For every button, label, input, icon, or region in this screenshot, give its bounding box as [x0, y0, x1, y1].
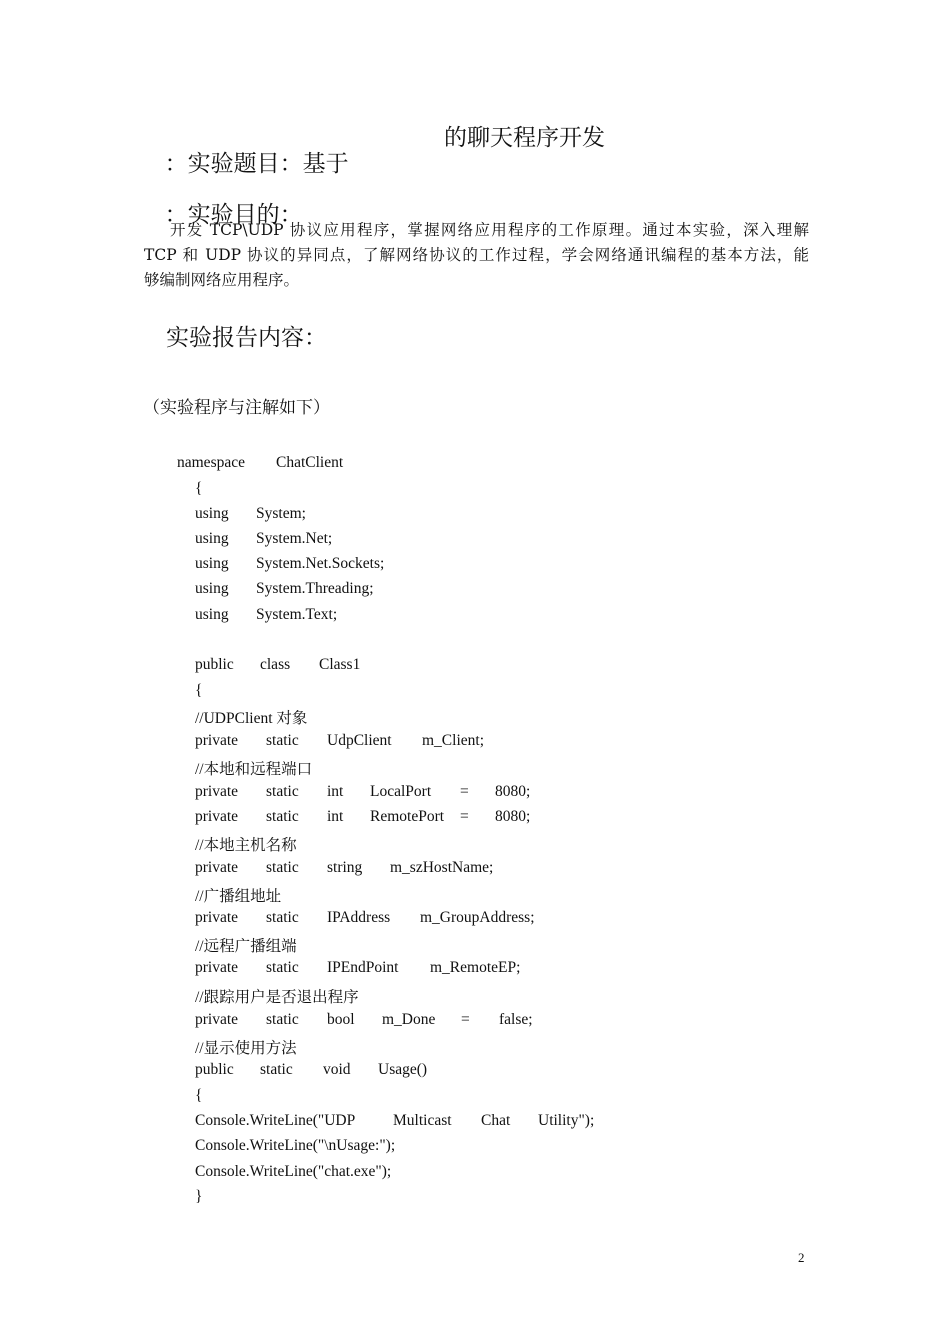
code-token: bool: [327, 1011, 355, 1028]
heading-title-prefix: ：: [164, 151, 188, 177]
code-token: Console.WriteLine("chat.exe");: [195, 1163, 392, 1180]
code-token: //广播组地址: [195, 888, 282, 905]
code-token: private: [195, 783, 239, 800]
code-token: System.Net.Sockets;: [256, 555, 385, 572]
code-token: IPAddress: [327, 909, 391, 926]
code-token: //显示使用方法: [195, 1040, 297, 1057]
code-token: //跟踪用户是否退出程序: [195, 989, 359, 1006]
code-token: //本地和远程端口: [195, 761, 313, 778]
code-token: static: [266, 909, 299, 926]
code-token: static: [266, 859, 299, 876]
code-token: ChatClient: [276, 454, 344, 471]
code-token: string: [327, 859, 363, 876]
code-token: class: [260, 656, 291, 673]
heading-purpose-prefix: ：: [164, 202, 188, 228]
heading-report-content: 实验报告内容：: [166, 325, 327, 351]
heading-title-text-b: 的聊天程序开发: [444, 125, 605, 151]
code-token: //UDPClient 对象: [195, 710, 308, 727]
code-token: using: [195, 505, 229, 522]
code-token: RemotePort: [370, 808, 445, 825]
code-token: void: [323, 1061, 351, 1078]
code-token: int: [327, 783, 344, 800]
code-token: Utility");: [538, 1112, 595, 1129]
code-token: static: [266, 1011, 299, 1028]
code-token: 8080;: [495, 808, 531, 825]
code-token: UdpClient: [327, 732, 392, 749]
code-token: System.Threading;: [256, 580, 374, 597]
code-token: namespace: [177, 454, 245, 471]
code-token: private: [195, 859, 239, 876]
code-token: Console.WriteLine("\nUsage:");: [195, 1137, 396, 1154]
code-token: //本地主机名称: [195, 837, 297, 854]
code-token: Multicast: [393, 1112, 452, 1129]
code-note: （实验程序与注解如下）: [143, 398, 330, 418]
purpose-line-3: 够编制网络应用程序。: [144, 271, 300, 289]
code-token: using: [195, 555, 229, 572]
code-token: using: [195, 530, 229, 547]
code-token: LocalPort: [370, 783, 432, 800]
code-token: }: [195, 1188, 203, 1205]
code-token: private: [195, 909, 239, 926]
heading-purpose-label: 实验目的：: [187, 202, 303, 228]
page-number: 2: [798, 1250, 805, 1265]
code-token: {: [195, 1087, 203, 1104]
code-token: m_GroupAddress;: [420, 909, 535, 926]
code-token: {: [195, 682, 203, 699]
code-token: private: [195, 808, 239, 825]
code-token: static: [266, 808, 299, 825]
code-token: =: [460, 808, 469, 825]
heading-title-text-a: 基于: [302, 151, 349, 177]
code-token: =: [460, 783, 469, 800]
code-token: Chat: [481, 1112, 511, 1129]
code-token: private: [195, 732, 239, 749]
code-token: private: [195, 1011, 239, 1028]
code-token: System.Text;: [256, 606, 338, 623]
code-token: private: [195, 959, 239, 976]
code-token: System;: [256, 505, 306, 522]
code-token: 8080;: [495, 783, 531, 800]
purpose-paragraph: [144, 218, 809, 293]
purpose-line-2: TCP 和 UDP 协议的异同点，了解网络协议的工作过程，学会网络通讯编程的基本方法，能: [144, 246, 809, 264]
code-token: m_RemoteEP;: [430, 959, 521, 976]
code-token: static: [260, 1061, 293, 1078]
code-token: false;: [499, 1011, 533, 1028]
code-token: public: [195, 1061, 234, 1078]
code-token: Usage(): [378, 1061, 428, 1078]
code-token: static: [266, 783, 299, 800]
code-token: =: [461, 1011, 470, 1028]
code-token: System.Net;: [256, 530, 333, 547]
code-token: IPEndPoint: [327, 959, 399, 976]
code-token: m_Client;: [422, 732, 484, 749]
heading-title-label: 实验题目：: [187, 151, 303, 177]
code-token: int: [327, 808, 344, 825]
code-token: using: [195, 580, 229, 597]
purpose-line-1: 开发 TCP\UDP 协议应用程序，掌握网络应用程序的工作原理。通过本实验，深入理解: [170, 221, 809, 239]
code-token: m_szHostName;: [390, 859, 494, 876]
code-token: {: [195, 480, 203, 497]
code-token: m_Done: [382, 1011, 436, 1028]
code-token: Class1: [319, 656, 361, 673]
code-token: public: [195, 656, 234, 673]
code-token: static: [266, 959, 299, 976]
code-token: Console.WriteLine("UDP: [195, 1112, 356, 1129]
code-token: static: [266, 732, 299, 749]
code-token: using: [195, 606, 229, 623]
code-token: //远程广播组端: [195, 938, 297, 955]
